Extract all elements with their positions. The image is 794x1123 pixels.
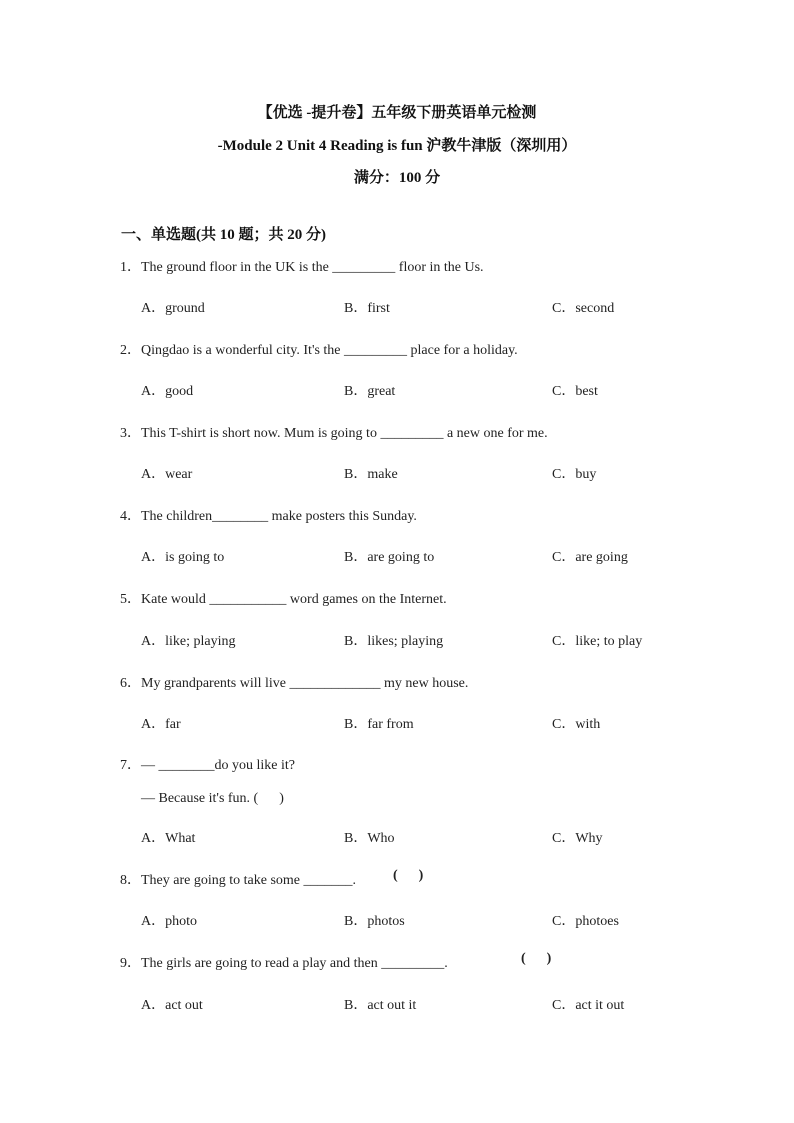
question-8-option-c[interactable]: C．photoes — [552, 914, 619, 929]
question-9-option-b[interactable]: B．act out it — [344, 998, 417, 1013]
question-3-stem: 3．This T-shirt is short now. Mum is going to _________ a new one for me. — [120, 426, 548, 441]
question-5-option-c[interactable]: C．like; to play — [552, 634, 643, 649]
question-5-option-b[interactable]: B．likes; playing — [344, 634, 444, 649]
question-1-stem: 1．The ground floor in the UK is the _________ floor in the Us. — [120, 260, 484, 275]
question-5-stem: 5．Kate would ___________ word games on the Internet. — [120, 592, 447, 607]
question-7-option-b[interactable]: B．Who — [344, 831, 395, 846]
question-7-response: — Because it's fun. ( ) — [141, 791, 284, 806]
question-9-answer-paren[interactable]: ( ) — [521, 951, 552, 966]
question-3-option-a[interactable]: A．wear — [141, 467, 193, 482]
question-3-option-b[interactable]: B．make — [344, 467, 398, 482]
question-6-option-a[interactable]: A．far — [141, 717, 181, 732]
question-6-stem: 6．My grandparents will live _____________ my new house. — [120, 676, 469, 691]
section-heading: 一、单选题(共 10 题；共 20 分) — [121, 227, 326, 243]
question-2-stem: 2．Qingdao is a wonderful city. It's the _________ place for a holiday. — [120, 343, 518, 358]
exam-subtitle: -Module 2 Unit 4 Reading is fun 沪教牛津版（深圳用） — [217, 138, 577, 154]
question-1-option-a[interactable]: A．ground — [141, 301, 205, 316]
question-7-option-c[interactable]: C．Why — [552, 831, 603, 846]
question-8-option-a[interactable]: A．photo — [141, 914, 197, 929]
question-7-option-a[interactable]: A．What — [141, 831, 196, 846]
question-8-stem: 8．They are going to take some _______. — [120, 873, 357, 888]
question-6-option-b[interactable]: B．far from — [344, 717, 414, 732]
question-8-option-b[interactable]: B．photos — [344, 914, 405, 929]
question-9-stem: 9．The girls are going to read a play and then _________. — [120, 956, 448, 971]
exam-title: 【优选 -提升卷】五年级下册英语单元检测 — [257, 105, 537, 121]
question-8-answer-paren[interactable]: ( ) — [393, 868, 424, 883]
question-3-option-c[interactable]: C．buy — [552, 467, 597, 482]
question-7-stem: 7．— ________do you like it? — [120, 758, 295, 773]
question-1-option-c[interactable]: C．second — [552, 301, 615, 316]
question-4-option-a[interactable]: A．is going to — [141, 550, 225, 565]
question-9-option-c[interactable]: C．act it out — [552, 998, 625, 1013]
question-5-option-a[interactable]: A．like; playing — [141, 634, 236, 649]
question-9-option-a[interactable]: A．act out — [141, 998, 203, 1013]
question-4-stem: 4．The children________ make posters this Sunday. — [120, 509, 417, 524]
question-4-option-c[interactable]: C．are going — [552, 550, 628, 565]
question-4-option-b[interactable]: B．are going to — [344, 550, 435, 565]
question-2-option-c[interactable]: C．best — [552, 384, 598, 399]
question-2-option-a[interactable]: A．good — [141, 384, 194, 399]
full-score: 满分：100 分 — [353, 170, 441, 186]
question-2-option-b[interactable]: B．great — [344, 384, 396, 399]
question-6-option-c[interactable]: C．with — [552, 717, 601, 732]
question-1-option-b[interactable]: B．first — [344, 301, 390, 316]
